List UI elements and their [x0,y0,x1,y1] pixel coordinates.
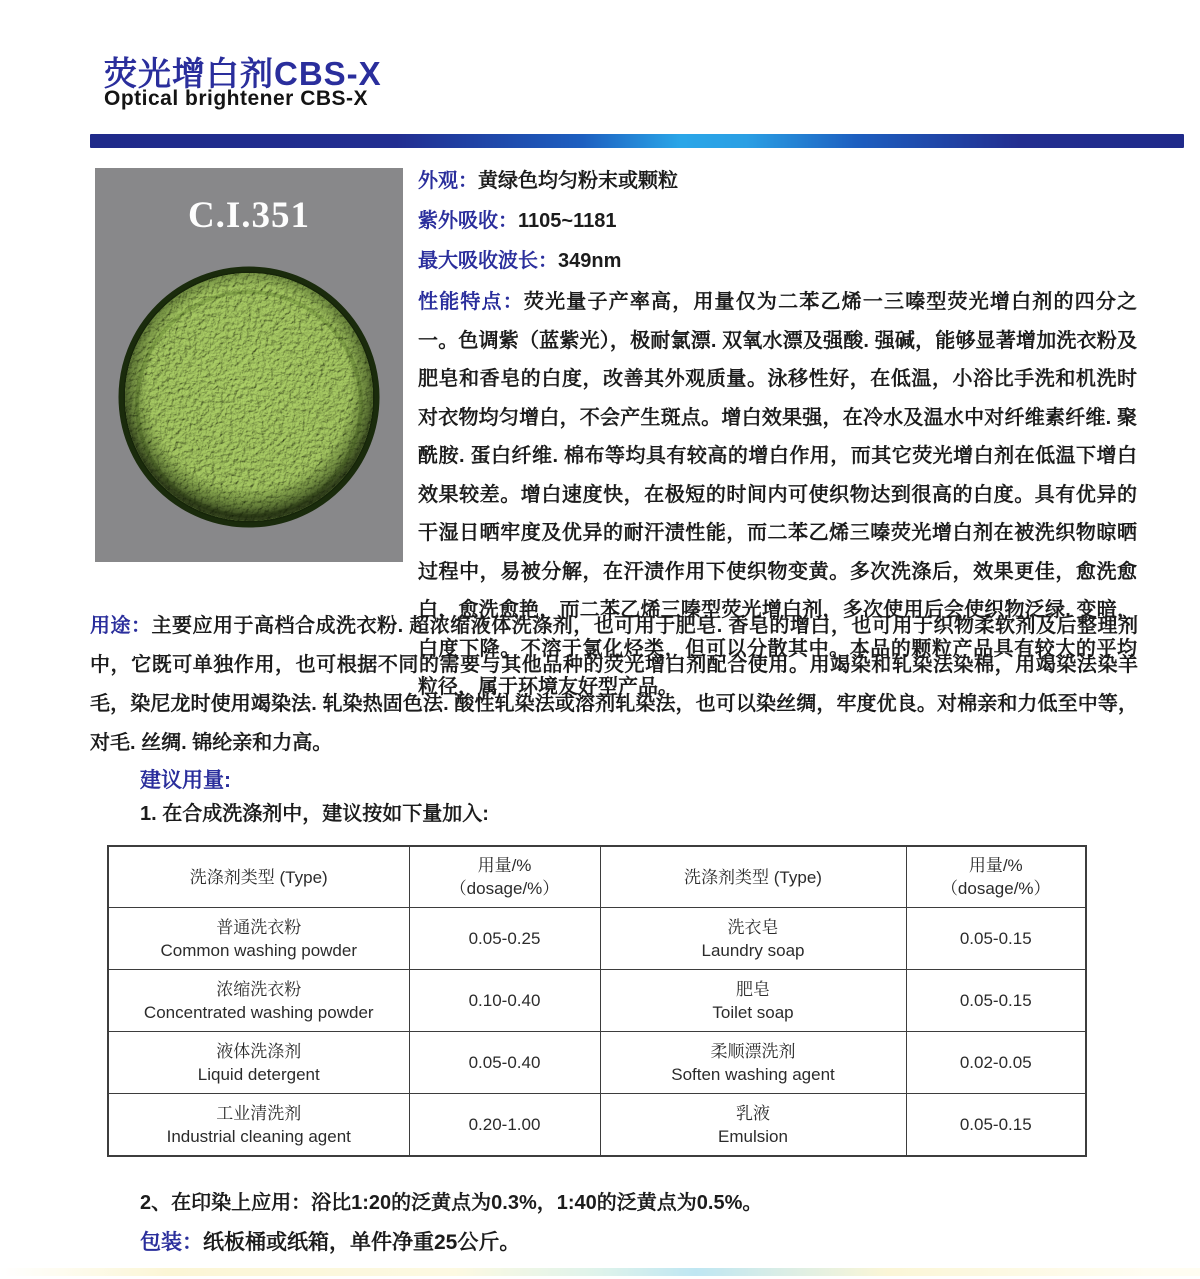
table-header-row [108,846,1086,908]
property-value: 1105~1181 [518,210,617,232]
type-cn: 乳液 [736,1103,770,1123]
property-value: 黄绿色均匀粉末或颗粒 [478,170,678,192]
cell-dosage-left: 0.05-0.25 [409,908,600,970]
usage-paragraph [90,607,1138,763]
property-row-max-wavelength [418,241,1137,281]
printing-application-note: 2、在印染上应用：浴比1:20的泛黄点为0.3%，1:40的泛黄点为0.5%。 [140,1192,763,1214]
type-cn: 柔顺漂洗剂 [710,1041,796,1061]
header-dosage-line2: （dosage/%） [940,879,1051,898]
property-label: 性能特点： [418,291,524,313]
table-row [108,1032,1086,1094]
type-en: Industrial cleaning agent [166,1126,351,1146]
usage-label: 用途： [90,615,152,637]
type-cn: 肥皂 [736,979,770,999]
type-cn: 液体洗涤剂 [216,1041,302,1061]
dosage-table [107,845,1087,1157]
packing-value: 纸板桶或纸箱，单件净重25公斤。 [203,1231,521,1254]
dosage-intro: 1. 在合成洗涤剂中，建议按如下量加入: [140,803,489,825]
header-cell-dosage-left [409,846,600,908]
type-en: Liquid detergent [197,1064,320,1084]
type-en: Laundry soap [701,940,805,960]
cell-dosage-left: 0.10-0.40 [409,970,600,1032]
header-dosage-line1: 用量/% [477,856,532,875]
type-en: Emulsion [718,1126,788,1146]
header-cell-type-right: 洗涤剂类型 (Type) [600,846,906,908]
cell-type-left [108,908,409,970]
divider-gradient-bar [90,134,1184,148]
cell-type-right [600,1032,906,1094]
type-cn: 工业清洗剂 [216,1103,302,1123]
product-photo [95,168,403,562]
property-row-appearance [418,161,1137,201]
type-en: Common washing powder [160,940,358,960]
cell-type-right [600,1094,906,1157]
table-row [108,1094,1086,1157]
cell-dosage-right: 0.02-0.05 [906,1032,1086,1094]
type-en: Toilet soap [712,1002,794,1022]
cell-dosage-right: 0.05-0.15 [906,1094,1086,1157]
property-label: 最大吸收波长： [418,250,558,272]
property-label: 紫外吸收： [418,210,518,232]
cell-type-left [108,970,409,1032]
powder-dish-image [118,266,380,528]
property-row-uv-absorption [418,201,1137,241]
type-en: Concentrated washing powder [143,1002,374,1022]
dosage-heading: 建议用量: [140,769,231,792]
header-dosage-line1: 用量/% [968,856,1023,875]
footer-accent-strip [0,1268,1200,1276]
type-cn: 普通洗衣粉 [216,917,302,937]
cell-dosage-left: 0.05-0.40 [409,1032,600,1094]
product-title-en: Optical brightener CBS-X [104,87,369,110]
cell-dosage-right: 0.05-0.15 [906,908,1086,970]
type-cn: 洗衣皂 [727,917,779,937]
cell-dosage-left: 0.20-1.00 [409,1094,600,1157]
table-row [108,970,1086,1032]
header-dosage-line2: （dosage/%） [449,879,560,898]
cell-dosage-right: 0.05-0.15 [906,970,1086,1032]
type-cn: 浓缩洗衣粉 [216,979,302,999]
property-label: 外观： [418,170,478,192]
header-cell-dosage-right [906,846,1086,908]
cell-type-left [108,1032,409,1094]
product-photo-label: C.I.351 [187,195,311,236]
property-value: 349nm [558,250,622,272]
header-cell-type-left: 洗涤剂类型 (Type) [108,846,409,908]
usage-text: 主要应用于高档合成洗衣粉. 超浓缩液体洗涤剂，也可用于肥皂. 香皂的增白，也可用于织物柔软剂及后整理剂中，它既可单独作用，也可根据不同的需要与其他品种的荧光增白剂配合使用。用竭染和轧染法染棉，用竭染法染羊毛，染尼龙时使用竭染法. 轧染热固色法. 酸性轧染法或溶剂轧染法，也可以染丝绸，牢度优良。对棉亲和力低至中等，对毛. 丝绸. 锦纶亲和力高。 [90,615,1138,754]
type-en: Soften washing agent [671,1064,835,1084]
product-title-cn: 荧光增白剂CBS-X [104,55,382,92]
packing-line [140,1226,520,1256]
property-value: 荧光量子产率高，用量仅为二苯乙烯一三嗪型荧光增白剂的四分之一。色调紫（蓝紫光），极耐氯漂. 双氧水漂及强酸. 强碱，能够显著增加洗衣粉及肥皂和香皂的白度，改善其外观质量。泳移性好，在低温，小浴比手洗和机洗时对衣物均匀增白，不会产生斑点。增白效果强，在冷水及温水中对纤维素纤维. 聚酰胺. 蛋白纤维. 棉布等均具有较高的增白作用，而其它荧光增白剂在低温下增白效果较差。增白速度快，在极短的时间内可使织物达到很高的白度。具有优异的干湿日晒牢度及优异的耐汗渍性能，而二苯乙烯三嗪荧光增白剂在被洗织物晾晒过程中，易被分解，在汗渍作用下使织物变黄。多次洗涤后，效果更佳，愈洗愈白，愈洗愈艳，而二苯乙烯三嗪型荧光增白剂，多次使用后会使织物泛绿. 变暗，白度下降。不溶于氯化烃类，但可以分散其中。本品的颗粒产品具有较大的平均粒径，属于环境友好型产品。 [418,291,1138,698]
packing-label: 包装： [140,1231,203,1254]
table-row [108,908,1086,970]
cell-type-left [108,1094,409,1157]
cell-type-right [600,970,906,1032]
cell-type-right [600,908,906,970]
